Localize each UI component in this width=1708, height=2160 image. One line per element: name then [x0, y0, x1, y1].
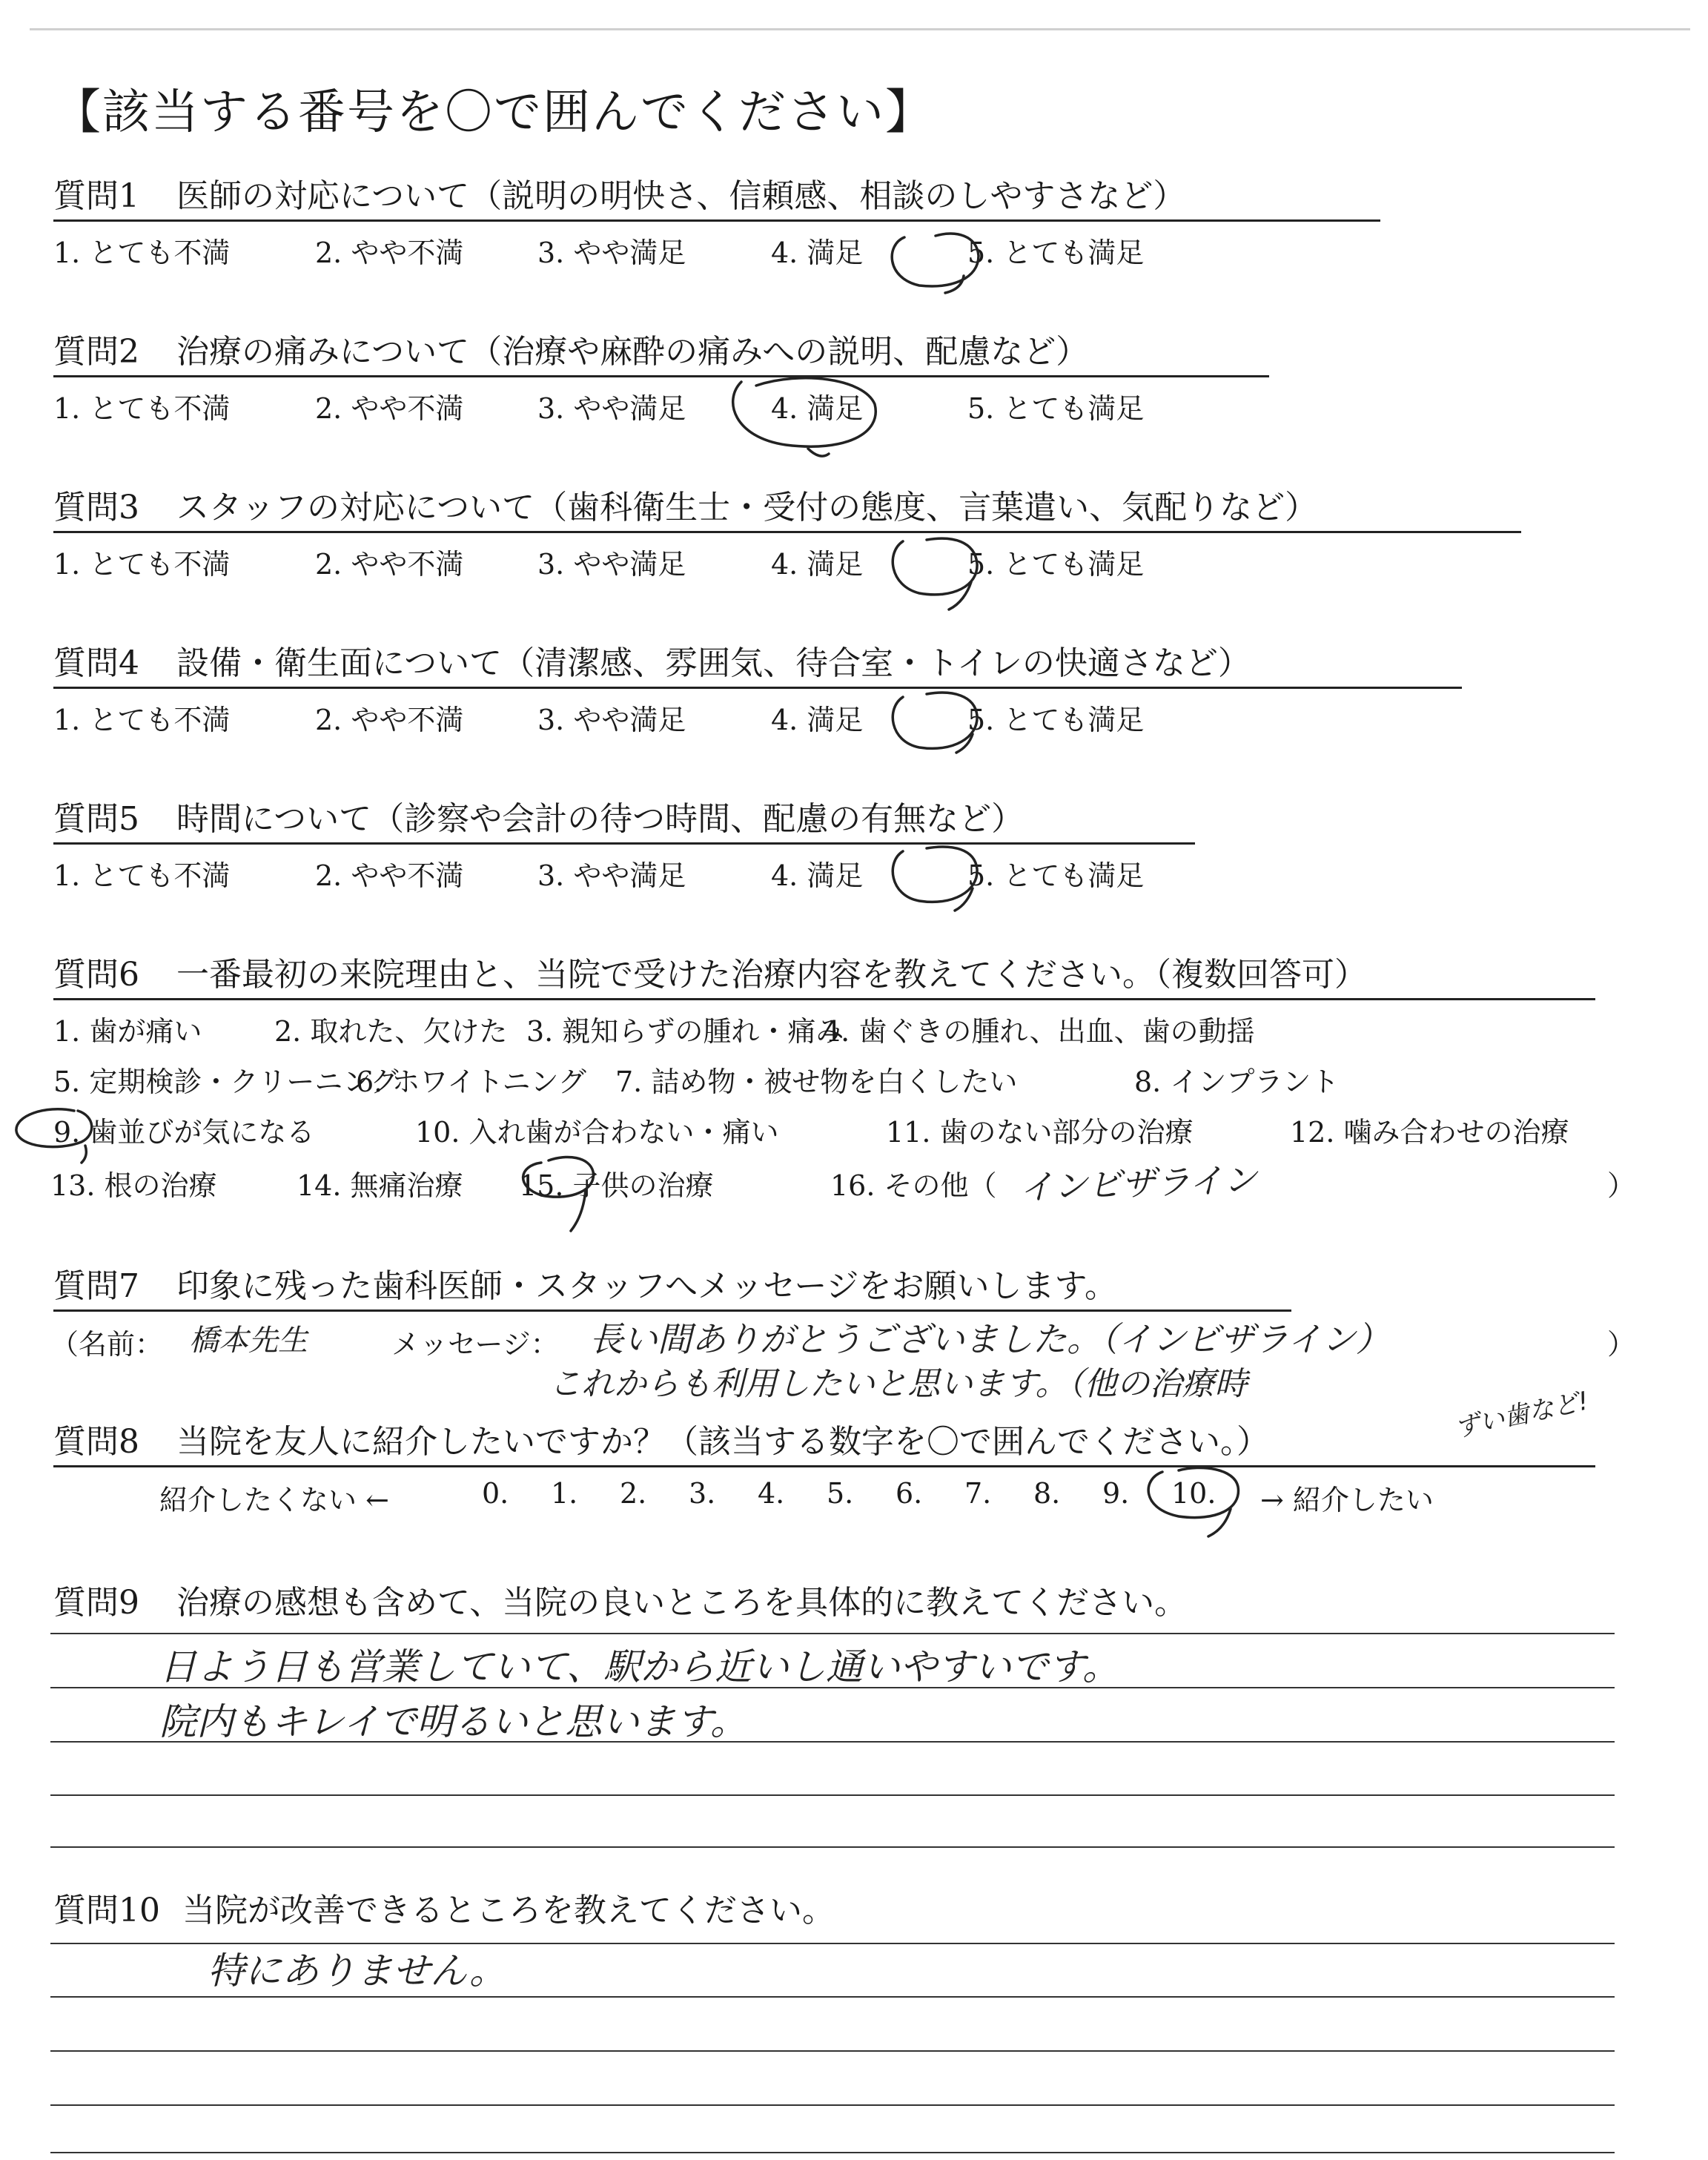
q7-message-line2: これからも利用したいと思います。（他の治療時 — [549, 1365, 1248, 1403]
q8-scale-6[interactable]: 6. — [896, 1477, 923, 1510]
q2-circle-mark — [733, 378, 876, 456]
q2-option-5[interactable]: 5. とても満足 — [967, 392, 1145, 425]
q6-option-5[interactable]: 5. 定期検診・クリーニング — [53, 1066, 399, 1098]
question-number: 質問4 — [53, 644, 139, 682]
q8-scale-0[interactable]: 0. — [482, 1477, 509, 1510]
q9-text: 治療の感想も含めて、当院の良いところを具体的に教えてください。 — [176, 1584, 1188, 1622]
q4-option-3[interactable]: 3. やや満足 — [537, 704, 686, 736]
q5-option-2[interactable]: 2. やや不満 — [315, 859, 464, 892]
q3-circle-mark — [893, 538, 977, 610]
q1-option-3[interactable]: 3. やや満足 — [537, 237, 686, 269]
q6-number: 質問6 — [53, 956, 139, 994]
q9-answer-line1: 日よう日も営業していて、駅から近いし通いやすいです。 — [159, 1645, 1119, 1688]
q3-option-5[interactable]: 5. とても満足 — [967, 548, 1145, 581]
q6-option-6[interactable]: 6. ホワイトニング — [356, 1066, 586, 1098]
q10-text: 当院が改善できるところを教えてください。 — [182, 1892, 835, 1929]
q6-option-12[interactable]: 12. 噛み合わせの治療 — [1290, 1116, 1569, 1149]
question-number: 質問1 — [53, 177, 139, 215]
q7-number: 質問7 — [53, 1267, 139, 1305]
q4-option-1[interactable]: 1. とても不満 — [53, 704, 231, 736]
q2-option-1[interactable]: 1. とても不満 — [53, 392, 231, 425]
question-number: 質問5 — [53, 800, 139, 838]
q8-scale-9[interactable]: 9. — [1102, 1477, 1130, 1510]
q5-option-5[interactable]: 5. とても満足 — [967, 859, 1145, 892]
question-number: 質問2 — [53, 333, 139, 371]
q8-scale-10[interactable]: 10. — [1171, 1477, 1217, 1510]
q7-message-line3: ずい歯など! — [1452, 1386, 1592, 1444]
q9-answer-line2: 院内もキレイで明るいと思います。 — [159, 1700, 747, 1743]
q6-other-answer: インビザライン — [1019, 1159, 1258, 1208]
page-title: 【該当する番号を〇で囲んでください】 — [53, 85, 934, 140]
q6-option-4[interactable]: 4. 歯ぐきの腫れ、出血、歯の動揺 — [823, 1015, 1255, 1048]
q6-other-close: ） — [1607, 1169, 1636, 1202]
q2-option-3[interactable]: 3. やや満足 — [537, 392, 686, 425]
q1-circle-mark — [892, 234, 979, 293]
q6-option-13[interactable]: 13. 根の治療 — [50, 1169, 217, 1202]
question-text: 治療の痛みについて（治療や麻酔の痛みへの説明、配慮など） — [176, 333, 1089, 371]
q3-option-1[interactable]: 1. とても不満 — [53, 548, 231, 581]
q6-option-1[interactable]: 1. 歯が痛い — [53, 1015, 202, 1048]
q6-option-9[interactable]: 9. 歯並びが気になる — [53, 1116, 315, 1149]
q3-option-3[interactable]: 3. やや満足 — [537, 548, 686, 581]
q8-scale-5[interactable]: 5. — [827, 1477, 854, 1510]
q8-right-label: → 紹介したい — [1260, 1484, 1434, 1516]
q8-number: 質問8 — [53, 1423, 139, 1461]
q7-message-line1: 長い間ありがとうございました。（インビザライン） — [589, 1319, 1390, 1359]
q8-left-label: 紹介したくない ← — [159, 1484, 389, 1516]
q6-option15-circle-mark — [523, 1157, 594, 1231]
q7-text: 印象に残った歯科医師・スタッフへメッセージをお願いします。 — [176, 1267, 1117, 1305]
q1-option-2[interactable]: 2. やや不満 — [315, 237, 464, 269]
q6-option-8[interactable]: 8. インプラント — [1134, 1066, 1340, 1098]
q6-option-2[interactable]: 2. 取れた、欠けた — [274, 1015, 508, 1048]
q1-option-4[interactable]: 4. 満足 — [771, 237, 864, 269]
q4-option-5[interactable]: 5. とても満足 — [967, 704, 1145, 736]
q2-option-4[interactable]: 4. 満足 — [771, 392, 864, 425]
q2-option-2[interactable]: 2. やや不満 — [315, 392, 464, 425]
q6-option9-circle-mark — [16, 1109, 92, 1163]
question-text: 時間について（診察や会計の待つ時間、配慮の有無など） — [176, 800, 1025, 838]
q4-circle-mark — [893, 693, 977, 753]
q8-option10-circle-mark — [1148, 1467, 1238, 1536]
q6-option-14[interactable]: 14. 無痛治療 — [297, 1169, 463, 1202]
q10-number: 質問10 — [53, 1892, 160, 1929]
q6-option-15[interactable]: 15. 子供の治療 — [519, 1169, 714, 1202]
q8-scale-1[interactable]: 1. — [551, 1477, 578, 1510]
q9-number: 質問9 — [53, 1584, 139, 1622]
q7-name-value: 橋本先生 — [189, 1324, 308, 1358]
q8-scale-4[interactable]: 4. — [758, 1477, 785, 1510]
q5-option-1[interactable]: 1. とても不満 — [53, 859, 231, 892]
q6-option-10[interactable]: 10. 入れ歯が合わない・痛い — [415, 1116, 779, 1149]
q7-close: ） — [1607, 1328, 1636, 1361]
q1-option-1[interactable]: 1. とても不満 — [53, 237, 231, 269]
q7-message-label: メッセージ： — [391, 1328, 559, 1361]
q8-scale-2[interactable]: 2. — [620, 1477, 647, 1510]
question-text: 設備・衛生面について（清潔感、雰囲気、待合室・トイレの快適さなど） — [176, 644, 1251, 682]
q3-option-2[interactable]: 2. やや不満 — [315, 548, 464, 581]
q8-scale-8[interactable]: 8. — [1033, 1477, 1061, 1510]
q8-text: 当院を友人に紹介したいですか？（該当する数字を〇で囲んでください。） — [176, 1423, 1269, 1461]
q5-option-4[interactable]: 4. 満足 — [771, 859, 864, 892]
q4-option-4[interactable]: 4. 満足 — [771, 704, 864, 736]
q10-answer: 特にありません。 — [208, 1949, 506, 1992]
q5-circle-mark — [893, 847, 977, 911]
question-text: 医師の対応について（説明の明快さ、信頼感、相談のしやすさなど） — [176, 177, 1186, 215]
q8-scale-7[interactable]: 7. — [964, 1477, 992, 1510]
q5-option-3[interactable]: 3. やや満足 — [537, 859, 686, 892]
q7-name-label: （名前： — [50, 1328, 164, 1361]
question-text: スタッフの対応について（歯科衛生士・受付の態度、言葉遣い、気配りなど） — [176, 489, 1318, 526]
q1-option-5[interactable]: 5. とても満足 — [967, 237, 1145, 269]
question-number: 質問3 — [53, 489, 139, 526]
q3-option-4[interactable]: 4. 満足 — [771, 548, 864, 581]
q6-option-3[interactable]: 3. 親知らずの腫れ・痛み — [526, 1015, 844, 1048]
q6-text: 一番最初の来院理由と、当院で受けた治療内容を教えてください。（複数回答可） — [176, 956, 1367, 994]
q4-option-2[interactable]: 2. やや不満 — [315, 704, 464, 736]
q8-scale-3[interactable]: 3. — [689, 1477, 716, 1510]
q6-option-16[interactable]: 16. その他（ — [830, 1169, 997, 1202]
q6-option-7[interactable]: 7. 詰め物・被せ物を白くしたい — [615, 1066, 1018, 1098]
q6-option-11[interactable]: 11. 歯のない部分の治療 — [886, 1116, 1194, 1149]
